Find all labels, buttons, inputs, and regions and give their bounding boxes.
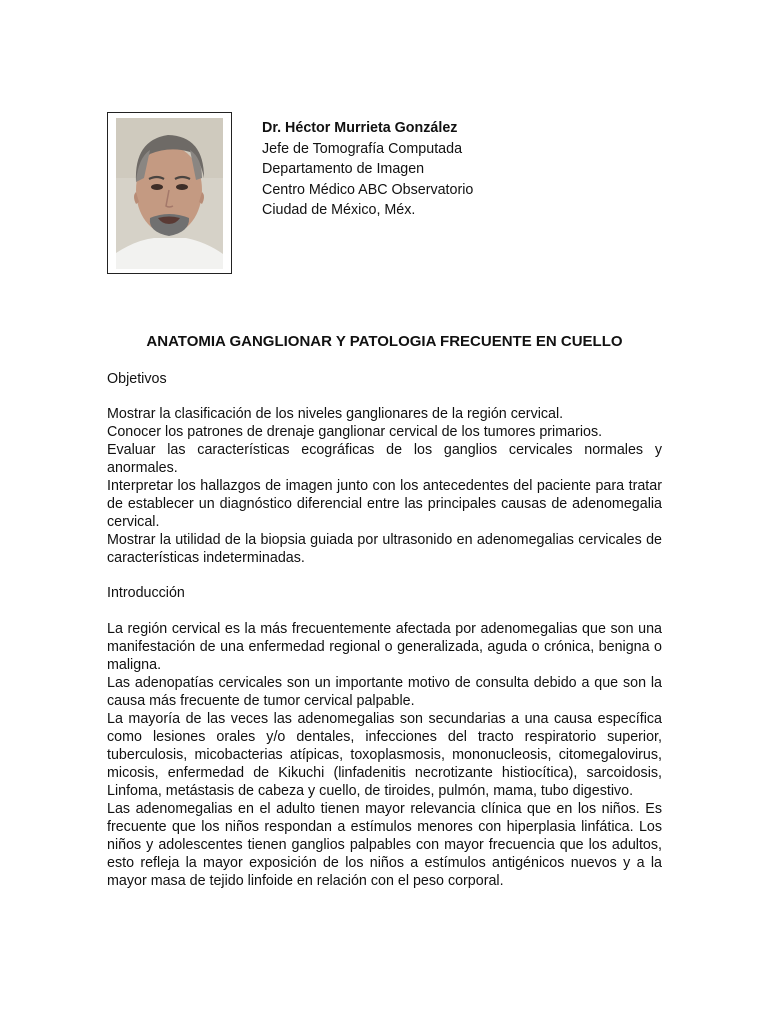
intro-paragraph: Las adenopatías cervicales son un importante motivo de consulta debido a que son la causa más frecuente de tumor cervical palpable. [107,675,662,709]
intro-paragraph: Las adenomegalias en el adulto tienen mayor relevancia clínica que en los niños. Es frecuente que los niños respondan a estímulos menores con hiperplasia linfática. Los niños y adolescentes tienen ganglios palpables con mayor frecuencia que los adultos, esto refleja la mayor exposición de los niños a estímulos antigénicos nuevos y a la mayor masa de tejido linfoide en relación con el peso corporal. [107,801,662,889]
objective-item: Mostrar la utilidad de la biopsia guiada por ultrasonido en adenomegalias cervicales de características indeterminadas. [107,532,662,566]
objective-item: Mostrar la clasificación de los niveles ganglionares de la región cervical. [107,406,564,422]
intro-paragraph: La mayoría de las veces las adenomegalias son secundarias a una causa específica como lesiones orales y/o dentales, infecciones del tracto respiratorio superior, tuberculosis, micobacterias atípicas, toxoplasmosis, mononucleosis, citomegalovirus, micosis, enfermedad de Kikuchi (linfadenitis necrotizante histiocítica), sarcoidosis, Linfoma, metástasis de cabeza y cuello, de tiroides, pulmón, mama, tubo digestivo. [107,711,662,799]
author-institution: Centro Médico ABC Observatorio [262,181,474,198]
author-name: Dr. Héctor Murrieta González [262,120,458,136]
author-photo [116,118,223,269]
introduction-heading: Introducción [107,585,185,601]
author-photo-frame [107,112,232,274]
author-info [262,118,473,221]
author-department: Departamento de Imagen [262,161,425,177]
objective-item: Evaluar las características ecográficas de los ganglios cervicales normales y anormales. [107,442,662,476]
objective-item: Interpretar los hallazgos de imagen junto con los antecedentes del paciente para tratar de establecer un diagnóstico diferencial entre las principales causas de adenomegalia cervical. [107,478,662,530]
author-city: Ciudad de México, Méx. [262,202,416,218]
intro-paragraph: La región cervical es la más frecuentemente afectada por adenomegalias que son una manifestación de una enfermedad regional o generalizada, aguda o crónica, benigna o maligna. [107,621,662,673]
introduction-body [107,620,662,890]
objectives-heading: Objetivos [107,371,167,387]
author-position: Jefe de Tomografía Computada [262,140,463,157]
document-title: ANATOMIA GANGLIONAR Y PATOLOGIA FRECUENTE EN CUELLO [146,333,623,350]
objectives-list [107,405,662,567]
objective-item: Conocer los patrones de drenaje ganglionar cervical de los tumores primarios. [107,424,603,440]
